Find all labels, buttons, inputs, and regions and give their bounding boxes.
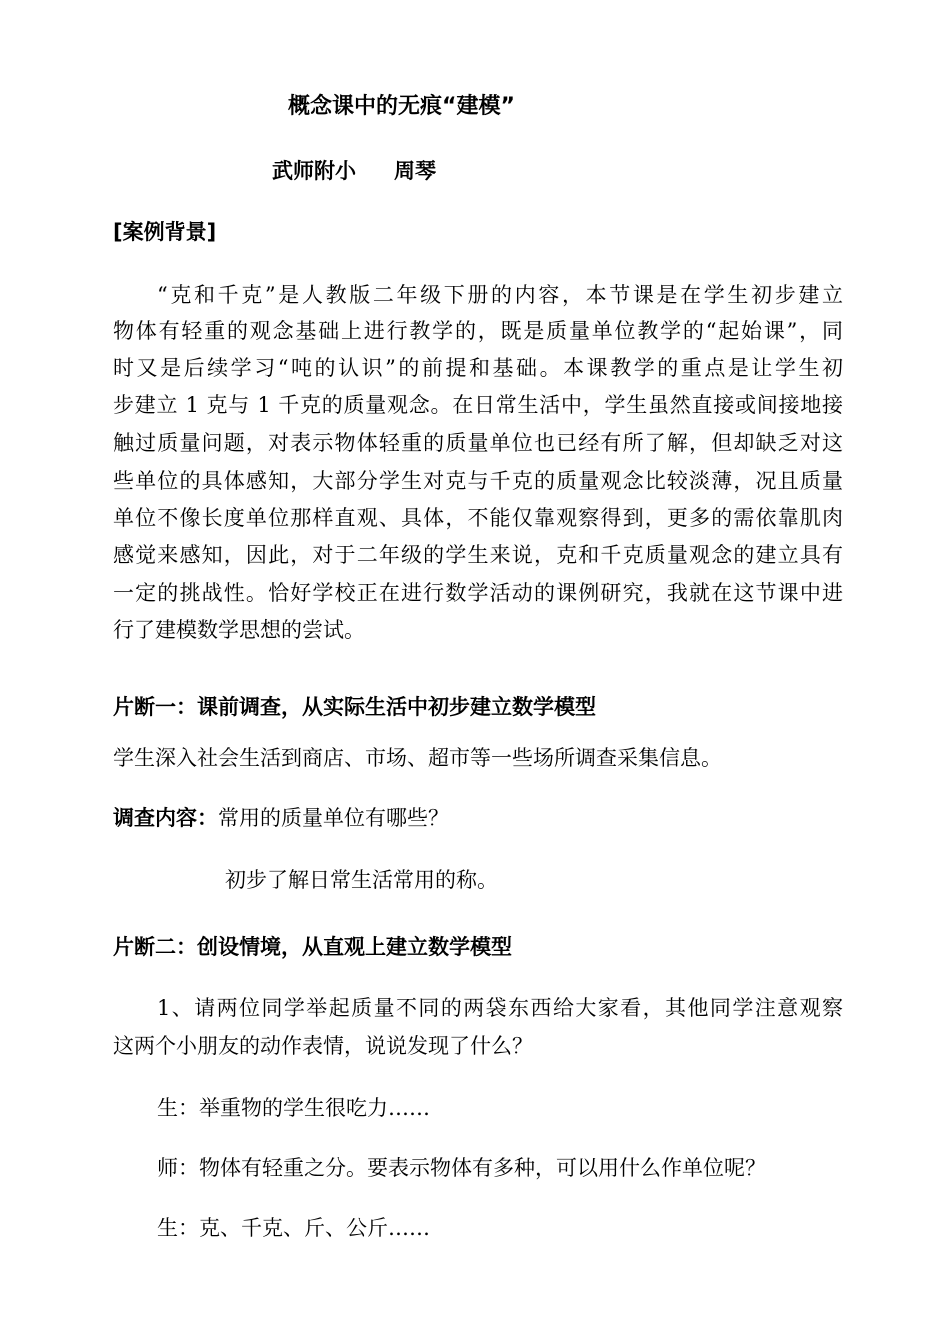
dialogue-line: 生：克、千克、斤、公斤…… <box>157 1216 430 1240</box>
paragraph-line: 一定的挑战性。恰好学校正在进行数学活动的课例研究，我就在这节课中进 <box>113 581 843 605</box>
paragraph-line: 些单位的具体感知，大部分学生对克与千克的质量观念比较淡薄，况且质量 <box>113 469 843 493</box>
paragraph-line: 1、请两位同学举起质量不同的两袋东西给大家看，其他同学注意观察 <box>157 996 843 1020</box>
survey-note: 初步了解日常生活常用的称。 <box>225 868 498 892</box>
survey-label: 调查内容： <box>113 806 218 830</box>
byline <box>272 161 950 182</box>
background-heading: [案例背景] <box>113 220 217 244</box>
dialogue-line: 生：举重物的学生很吃力…… <box>157 1096 430 1120</box>
fragment1-heading: 片断一：课前调查，从实际生活中初步建立数学模型 <box>113 695 596 719</box>
paragraph-line: 触过质量问题，对表示物体轻重的质量单位也已经有所了解，但却缺乏对这 <box>113 431 843 455</box>
paragraph-line: 感觉来感知，因此，对于二年级的学生来说，克和千克质量观念的建立具有 <box>113 543 843 567</box>
school-name: 武师附小 <box>272 159 356 183</box>
paragraph-line: 时又是后续学习“吨的认识”的前提和基础。本课教学的重点是让学生初 <box>113 356 843 380</box>
document-title: 概念课中的无痕“建模” <box>288 94 515 119</box>
paragraph-line: 步建立 1 克与 1 千克的质量观念。在日常生活中，学生虽然直接或间接地接 <box>113 393 843 417</box>
fragment1-text: 学生深入社会生活到商店、市场、超市等一些场所调查采集信息。 <box>113 746 722 770</box>
survey-text: 常用的质量单位有哪些？ <box>218 806 449 830</box>
author-name: 周琴 <box>394 159 436 183</box>
fragment2-heading: 片断二：创设情境，从直观上建立数学模型 <box>113 935 512 959</box>
paragraph-line: 单位不像长度单位那样直观、具体，不能仅靠观察得到，更多的需依靠肌肉 <box>113 506 843 530</box>
paragraph-line: 这两个小朋友的动作表情，说说发现了什么？ <box>113 1034 533 1058</box>
survey-line <box>113 808 843 829</box>
paragraph-line: 行了建模数学思想的尝试。 <box>113 618 365 642</box>
paragraph-line: “克和千克”是人教版二年级下册的内容，本节课是在学生初步建立 <box>157 283 843 307</box>
dialogue-line: 师：物体有轻重之分。要表示物体有多种，可以用什么作单位呢？ <box>157 1156 766 1180</box>
paragraph-line: 物体有轻重的观念基础上进行教学的，既是质量单位教学的“起始课”，同 <box>113 319 843 343</box>
